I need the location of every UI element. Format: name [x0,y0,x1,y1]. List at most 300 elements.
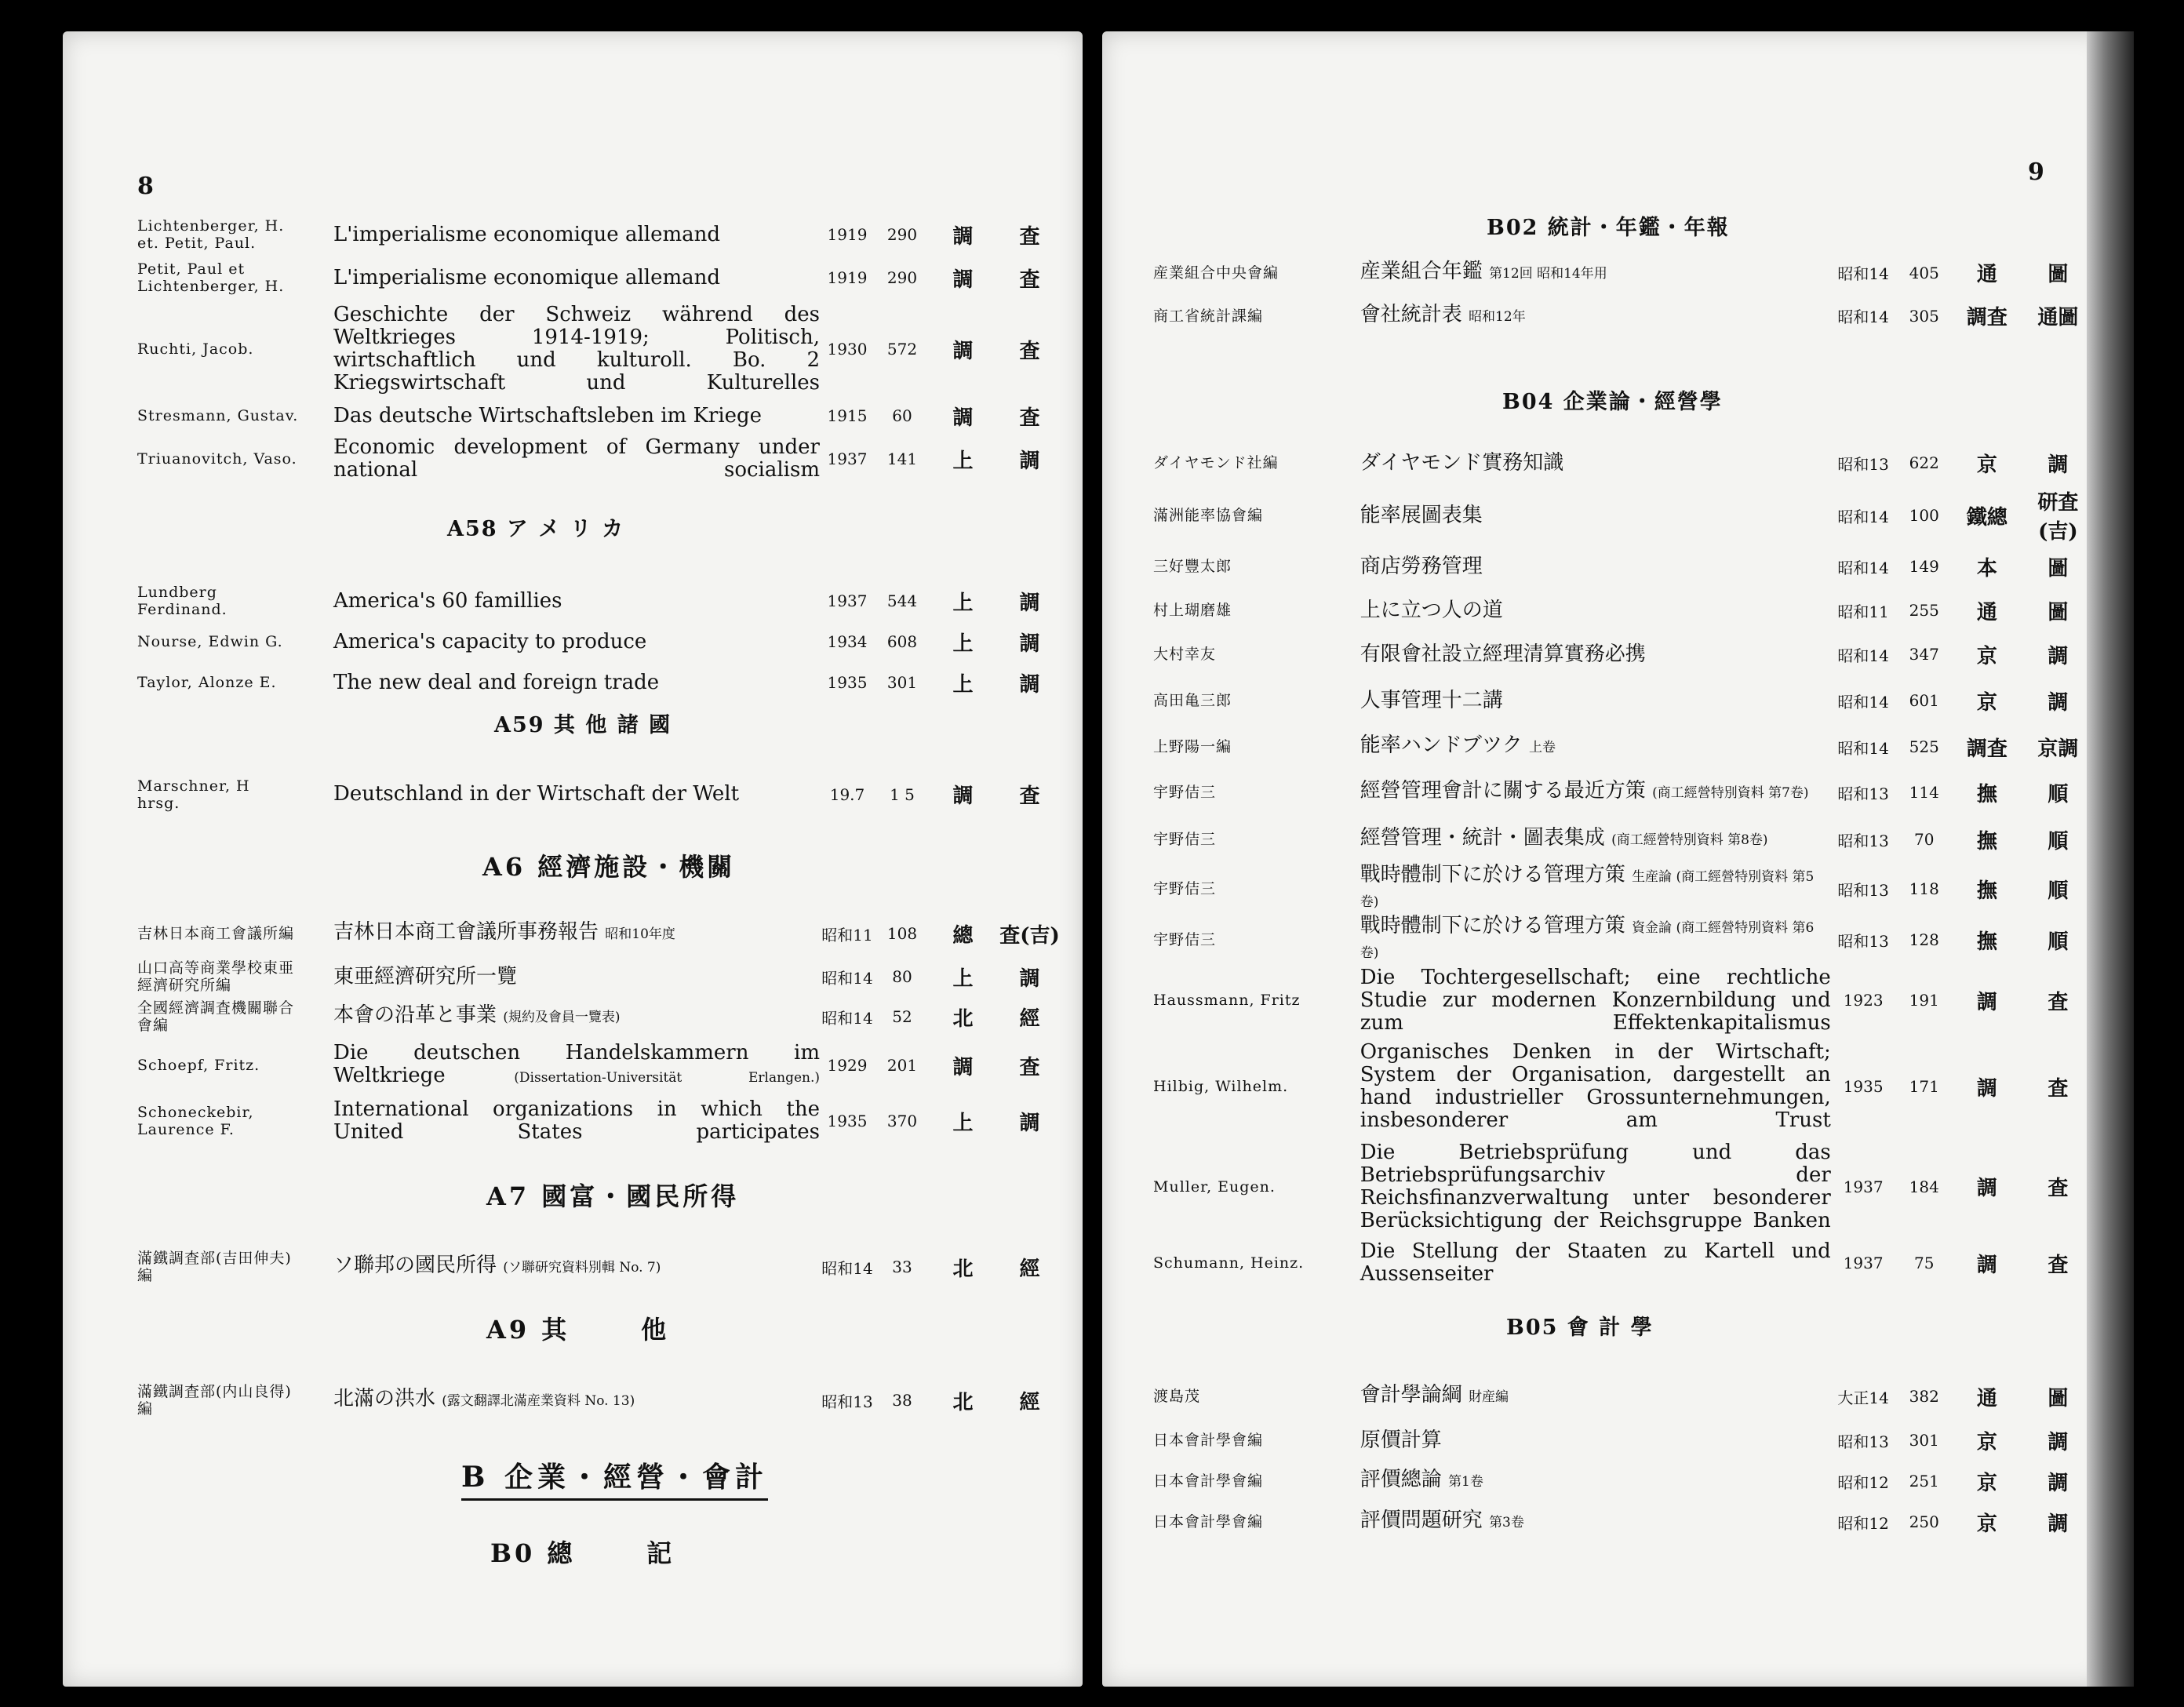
entry-subtitle: 昭和12年 [1469,308,1526,325]
entry-pages: 255 [1909,601,1939,620]
entry-title-text: 人事管理十二講 [1360,688,1503,712]
entry-title-text: Organisches Denken in der Wirtschaft; System der Organisation, dargestellt an hand industrieller Grossunternehmungen, insbesonderer am Trust [1360,1040,1831,1132]
left-page [63,31,1083,1687]
entry-author: 三好豐太郎 [1153,558,1232,575]
entry-subtitle: 財産編 [1469,1389,1509,1405]
entry-loc: 順 [2048,930,2069,954]
entry-title-text: 吉林日本商工會議所事務報告 [333,920,599,944]
entry-year: 1930 [827,340,868,359]
entry-lib: 撫 [1976,782,1997,806]
entry-year: 昭和12 [1837,1472,1889,1492]
entry-title-text: The new deal and foreign trade [333,670,660,694]
entry-subtitle: 第1卷 [1448,1474,1483,1490]
entry-loc: 査(吉) [999,923,1060,948]
entry-title [333,761,820,828]
entry-title [1360,769,1831,816]
entry-loc: 調 [1019,449,1040,473]
entry-pages: 108 [886,924,918,943]
entry-loc: 調 [1019,672,1040,697]
entry-title [1360,1236,1831,1290]
entry-loc: 研査(吉) [2037,491,2079,544]
entry-pages: 301 [1909,1431,1939,1450]
right-page [1102,31,2106,1687]
entry-loc: 査 [1019,406,1040,430]
entry-pages: 290 [886,225,918,244]
entry-lib: 京 [1976,1471,1997,1495]
entry-author: 山口高等商業學校東亜 經濟研究所編 [137,959,295,994]
entry-pages: 171 [1909,1077,1939,1096]
entry-title-text: 會計學論綱 [1360,1383,1462,1407]
entry-loc: 順 [2048,879,2069,903]
entry-loc: 調 [2048,690,2069,715]
entry-title-text: 有限會社設立經理清算實務必携 [1360,642,1646,666]
entry-loc: 調 [1019,591,1040,615]
entry-year: 昭和13 [1837,880,1889,900]
entry-pages: 250 [1909,1512,1939,1531]
entry-pages: 382 [1909,1387,1939,1406]
entry-year: 19.7 [829,784,865,804]
catalog-entry [1153,725,2095,769]
entry-title [1360,251,1831,294]
entry-subtitle: (規約及會員一覽表) [503,1010,621,1025]
entry-author: Hilbig, Wilhelm. [1153,1078,1289,1095]
entry-title-text: 戰時體制下に於ける管理方策 [1360,863,1625,886]
entry-loc: 經 [1019,1006,1040,1031]
entry-pages: 290 [886,268,918,287]
entry-author: 全國經濟調査機關聯合 會編 [137,999,295,1034]
entry-author: 商工省統計課編 [1153,307,1264,325]
entry-lib: 調 [952,406,974,430]
entry-pages: 52 [892,1007,912,1026]
entry-loc: 圖 [2048,1386,2069,1410]
entry-lib: 調 [1976,990,1997,1014]
entry-title-text: 東亜經濟研究所一覽 [333,964,518,988]
entry-author: 宇野佶三 [1153,784,1217,801]
entry-author: ダイヤモンド社編 [1153,454,1279,471]
entry-year: 昭和14 [1837,308,1889,326]
entry-loc: 通圖 [2037,306,2079,329]
entry-lib: 京 [1976,1512,1997,1536]
entry-title [1360,1420,1831,1461]
entry-year: 1923 [1843,991,1884,1010]
entry-title-text: 能率展圖表集 [1360,503,1483,527]
entry-lib: 鐵總 [1966,505,2007,530]
entry-title [1360,676,1831,725]
entry-lib: 調 [952,1055,974,1079]
entry-lib: 京 [1976,644,1997,668]
entry-year: 昭和11 [821,925,873,944]
entry-loc: 圖 [2048,556,2069,581]
entry-title [333,581,820,621]
entry-title [333,662,820,703]
entry-author: Muller, Eugen. [1153,1177,1276,1196]
entry-lib: 調 [952,224,974,249]
entry-lib: 調 [1976,1177,1997,1200]
entry-author: 滿鐵調査部(吉田伸夫) 編 [137,1250,292,1284]
entry-loc: 査 [2048,1253,2069,1277]
catalog-table [137,212,1063,486]
catalog-entry [137,1094,1063,1148]
entry-loc: 査 [2048,990,2069,1014]
entry-lib: 調査 [1966,306,2007,329]
entry-author: 大村幸友 [1153,646,1217,663]
entry-pages: 608 [886,632,918,651]
entry-title [333,996,820,1037]
entry-lib: 調 [952,784,974,808]
entry-loc: 調 [1019,1111,1040,1135]
entry-title [333,1232,820,1302]
section-heading: B04 企業論・經營學 [1502,390,1723,414]
entry-year: 昭和14 [1837,738,1889,758]
entry-author: 宇野佶三 [1153,931,1217,948]
entry-author: 滿鐵調査部(内山良得) 編 [137,1383,292,1418]
entry-pages: 405 [1909,263,1939,282]
catalog-entry [1153,1137,2095,1236]
entry-pages: 70 [1914,830,1935,849]
entry-title [1360,915,1831,965]
entry-title [1360,816,1831,863]
catalog-entry [1153,544,2095,588]
entry-author: Marschner, H hrsg. [137,777,250,812]
entry-title [333,957,820,996]
catalog-entry [1153,1420,2095,1461]
entry-title-text: 北滿の洪水 [333,1387,436,1410]
entry-year: 昭和14 [821,1008,873,1028]
entry-author: 日本會計學會編 [1153,1513,1264,1530]
entry-title [1360,294,1831,337]
entry-loc: 圖 [2048,263,2069,286]
entry-pages: 38 [892,1391,912,1410]
entry-title-text: Die Stellung der Staaten zu Kartell und Aussenseiter [1360,1239,1831,1286]
entry-title-text: 經營管理・統計・圖表集成 [1360,826,1605,850]
entry-loc: 調 [2048,1430,2069,1454]
entry-subtitle: (商工經營特別資料 第7卷) [1652,785,1809,801]
catalog-entry [1153,1035,2095,1137]
entry-author: Schoepf, Fritz. [137,1057,260,1074]
entry-loc: 調 [1019,966,1040,991]
entry-pages: 572 [886,340,918,359]
entry-author: 宇野佶三 [1153,880,1217,897]
page-number: 8 [137,173,154,200]
entry-title-text: 上に立つ人の道 [1360,598,1503,622]
catalog-entry [137,400,1063,431]
entry-author: 滿洲能率協會編 [1153,507,1264,524]
entry-year: 昭和13 [1837,831,1889,850]
entry-author: Nourse, Edwin G. [137,633,283,650]
entry-lib: 上 [952,449,974,473]
entry-author: 村上瑚磨雄 [1153,602,1232,619]
entry-year: 昭和11 [1837,602,1889,621]
catalog-entry [137,996,1063,1037]
entry-title [333,257,820,298]
entry-title [1360,1501,1831,1542]
catalog-table [1153,439,2095,1290]
entry-year: 1935 [1843,1077,1884,1096]
entry-title [333,1037,820,1094]
catalog-table [1153,251,2095,337]
catalog-entry [1153,1461,2095,1501]
catalog-entry [1153,1501,2095,1542]
entry-lib: 通 [1976,600,1997,624]
entry-title-text: ソ聯邦の國民所得 [333,1254,497,1277]
entry-year: 1937 [1843,1254,1884,1272]
entry-title [333,431,820,486]
entry-title [1360,1035,1831,1137]
entry-year: 昭和14 [1837,646,1889,665]
catalog-entry [1153,251,2095,294]
entry-pages: 114 [1909,783,1939,802]
entry-title-text: L'imperialisme economique allemand [333,265,721,289]
entry-loc: 調 [1019,631,1040,656]
entry-subtitle: 生産論 (商工經營特別資料 第5卷) [1360,869,1815,910]
catalog-entry [137,910,1063,957]
entry-lib: 上 [952,591,974,615]
catalog-entry [1153,632,2095,676]
entry-lib: 總 [952,923,974,948]
catalog-entry [137,257,1063,298]
entry-year: 1937 [827,591,868,610]
entry-author: 吉林日本商工會議所編 [137,925,295,942]
entry-title-text: Das deutsche Wirtschaftsleben im Kriege [333,403,763,428]
entry-loc: 調 [2048,1512,2069,1536]
entry-lib: 撫 [1976,879,1997,903]
entry-lib: 北 [952,1390,974,1414]
page-number: 9 [2028,158,2044,186]
entry-lib: 通 [1976,1386,1997,1410]
entry-subtitle: 第3卷 [1489,1515,1524,1530]
entry-title-text: 經營管理會計に關する最近方策 [1360,779,1646,803]
entry-pages: 347 [1909,645,1939,664]
entry-title-text: 會社統計表 [1360,302,1462,326]
entry-loc: 査 [2048,1177,2069,1200]
section-heading: A7 國富・國民所得 [486,1181,740,1211]
entry-year: 1915 [827,406,868,425]
entry-year: 昭和14 [1837,264,1889,283]
catalog-entry [137,761,1063,828]
entry-lib: 京 [1976,1430,1997,1454]
entry-title-text: ダイヤモンド實務知識 [1360,450,1564,475]
entry-pages: 601 [1909,691,1939,710]
entry-subtitle: (商工經營特別資料 第8卷) [1611,832,1768,848]
entry-title [1360,863,1831,915]
catalog-table [137,910,1063,1148]
entry-year: 1929 [827,1056,868,1075]
entry-year: 1935 [827,673,868,692]
catalog-entry [137,1232,1063,1302]
entry-author: 日本會計學會編 [1153,1432,1264,1449]
entry-title-text: 本會の沿革と事業 [333,1003,497,1027]
catalog-table [1153,1373,2095,1542]
catalog-entry [1153,1373,2095,1420]
entry-title [333,1361,820,1439]
entry-title-text: America's 60 famillies [333,588,562,613]
entry-pages: 184 [1909,1177,1939,1196]
entry-loc: 順 [2048,782,2069,806]
entry-title-text: 評價問題研究 [1360,1509,1483,1532]
entry-pages: 149 [1909,557,1939,576]
entry-title-text: Die Tochtergesellschaft; eine rechtliche Studie zur modernen Konzernbildung und zum Effektenkapitalismus [1360,965,1831,1035]
entry-year: 大正14 [1837,1388,1889,1407]
entry-year: 1937 [827,449,868,468]
entry-author: Lichtenberger, H. et. Petit, Paul. [137,217,285,252]
entry-pages: 251 [1909,1472,1939,1490]
catalog-entry [137,298,1063,400]
entry-pages: 544 [886,591,918,610]
entry-lib: 調 [952,268,974,292]
entry-pages: 370 [886,1112,918,1130]
section-heading: A59 其 他 諸 國 [494,713,672,737]
catalog-entry [1153,588,2095,632]
catalog-entry [1153,965,2095,1035]
entry-author: 産業組合中央會編 [1153,264,1279,282]
entry-loc: 査 [2048,1076,2069,1101]
entry-loc: 査 [1019,268,1040,292]
entry-year: 昭和13 [1837,454,1889,474]
entry-author: Petit, Paul et Lichtenberger, H. [137,260,285,295]
catalog-entry [1153,769,2095,816]
entry-author: 日本會計學會編 [1153,1472,1264,1490]
entry-title-text: Die deutschen Handelskammern im Weltkriege [333,1040,820,1087]
entry-lib: 上 [952,631,974,656]
catalog-entry [137,662,1063,703]
entry-title-text: 産業組合年鑑 [1360,259,1483,283]
entry-pages: 75 [1914,1254,1935,1272]
entry-lib: 撫 [1976,829,1997,854]
entry-title [1360,588,1831,632]
entry-year: 1935 [827,1112,868,1130]
entry-pages: 622 [1909,453,1939,472]
entry-author: Haussmann, Fritz [1153,992,1301,1009]
entry-title [333,298,820,400]
entry-lib: 本 [1976,556,1997,581]
entry-pages: 118 [1909,879,1939,898]
entry-pages: 201 [886,1056,918,1075]
catalog-entry [1153,294,2095,337]
entry-title-text: 戰時體制下に於ける管理方策 [1360,914,1625,937]
entry-pages: 191 [1909,991,1939,1010]
entry-pages: 33 [892,1258,912,1276]
entry-author: Schoneckebir, Laurence F. [137,1104,254,1138]
entry-pages: 301 [886,673,918,692]
entry-year: 昭和12 [1837,1513,1889,1533]
catalog-entry [137,1037,1063,1094]
entry-year: 昭和14 [1837,558,1889,577]
entry-lib: 撫 [1976,930,1997,954]
entry-loc: 順 [2048,829,2069,854]
catalog-entry [137,581,1063,621]
entry-author: 上野陽一編 [1153,738,1232,755]
entry-title [1360,486,1831,544]
entry-title-text: 原價計算 [1360,1428,1442,1452]
entry-loc: 經 [1019,1390,1040,1414]
catalog-entry [137,621,1063,662]
catalog-entry [1153,439,2095,486]
entry-subtitle: 第12回 昭和14年用 [1489,265,1607,282]
entry-pages: 141 [886,449,918,468]
entry-loc: 査 [1019,339,1040,363]
entry-lib: 北 [952,1006,974,1031]
entry-pages: 305 [1909,306,1939,326]
entry-lib: 京 [1976,453,1997,477]
entry-year: 昭和14 [1837,692,1889,712]
entry-author: 宇野佶三 [1153,831,1217,848]
entry-lib: 通 [1976,263,1997,286]
entry-author: 高田亀三郎 [1153,692,1232,709]
catalog-entry [1153,863,2095,915]
entry-year: 昭和13 [1837,931,1889,951]
section-heading: B02 統計・年鑑・年報 [1487,216,1730,240]
entry-author: 渡島茂 [1153,1388,1201,1405]
entry-author: Ruchti, Jacob. [137,340,254,358]
entry-title [1360,1373,1831,1420]
catalog-table [137,761,1063,828]
entry-title-text: 商店勞務管理 [1360,554,1483,578]
entry-year: 1937 [1843,1177,1884,1196]
entry-subtitle: (Dissertation-Universität Erlangen.) [514,1069,820,1086]
entry-title [1360,439,1831,486]
entry-pages: 128 [1909,930,1939,949]
catalog-entry [1153,915,2095,965]
entry-lib: 調 [952,339,974,363]
entry-title [1360,1137,1831,1236]
entry-author: Schumann, Heinz. [1153,1254,1305,1272]
entry-loc: 調 [2048,644,2069,668]
catalog-entry [1153,676,2095,725]
entry-title-text: Economic development of Germany under national socialism [333,435,820,482]
entry-loc: 査 [1019,1055,1040,1079]
entry-title [333,621,820,662]
entry-loc: 圖 [2048,600,2069,624]
entry-title [333,212,820,257]
entry-loc: 査 [1019,224,1040,249]
entry-year: 1919 [827,268,868,287]
entry-pages: 525 [1909,737,1939,756]
entry-lib: 京 [1976,690,1997,715]
entry-loc: 調 [2048,1471,2069,1495]
entry-year: 昭和13 [1837,784,1889,803]
entry-author: Triuanovitch, Vaso. [137,450,297,468]
entry-title [1360,965,1831,1035]
entry-subtitle: 昭和10年度 [605,926,675,942]
page-edge-shadow [2087,31,2134,1687]
entry-title [333,400,820,431]
entry-title-text: L'imperialisme economique allemand [333,222,721,246]
entry-year: 1934 [827,632,868,651]
entry-year: 昭和14 [821,968,873,988]
catalog-table [137,1361,1063,1439]
entry-lib: 上 [952,672,974,697]
entry-title [1360,725,1831,769]
entry-subtitle: 資金論 (商工經營特別資料 第6卷) [1360,920,1815,961]
section-heading: A6 經濟施設・機關 [482,852,736,882]
entry-pages: 60 [892,406,912,425]
entry-author: Lundberg Ferdinand. [137,584,228,618]
section-heading: A9 其 他 [486,1315,670,1345]
entry-year: 1919 [827,225,868,244]
catalog-entry [137,431,1063,486]
entry-title [1360,632,1831,676]
catalog-entry [1153,486,2095,544]
entry-subtitle: (露文翻譯北滿産業資料 No. 13) [442,1393,635,1409]
entry-title-text: Deutschland in der Wirtschaft der Welt [333,782,740,806]
entry-title-text: 能率ハンドブツク [1360,733,1523,757]
entry-year: 昭和14 [821,1258,873,1278]
entry-lib: 調査 [1966,737,2007,761]
entry-title [333,1094,820,1148]
catalog-entry [1153,816,2095,863]
catalog-table [137,1232,1063,1302]
section-heading: A58 ア メ リ カ [447,517,625,541]
